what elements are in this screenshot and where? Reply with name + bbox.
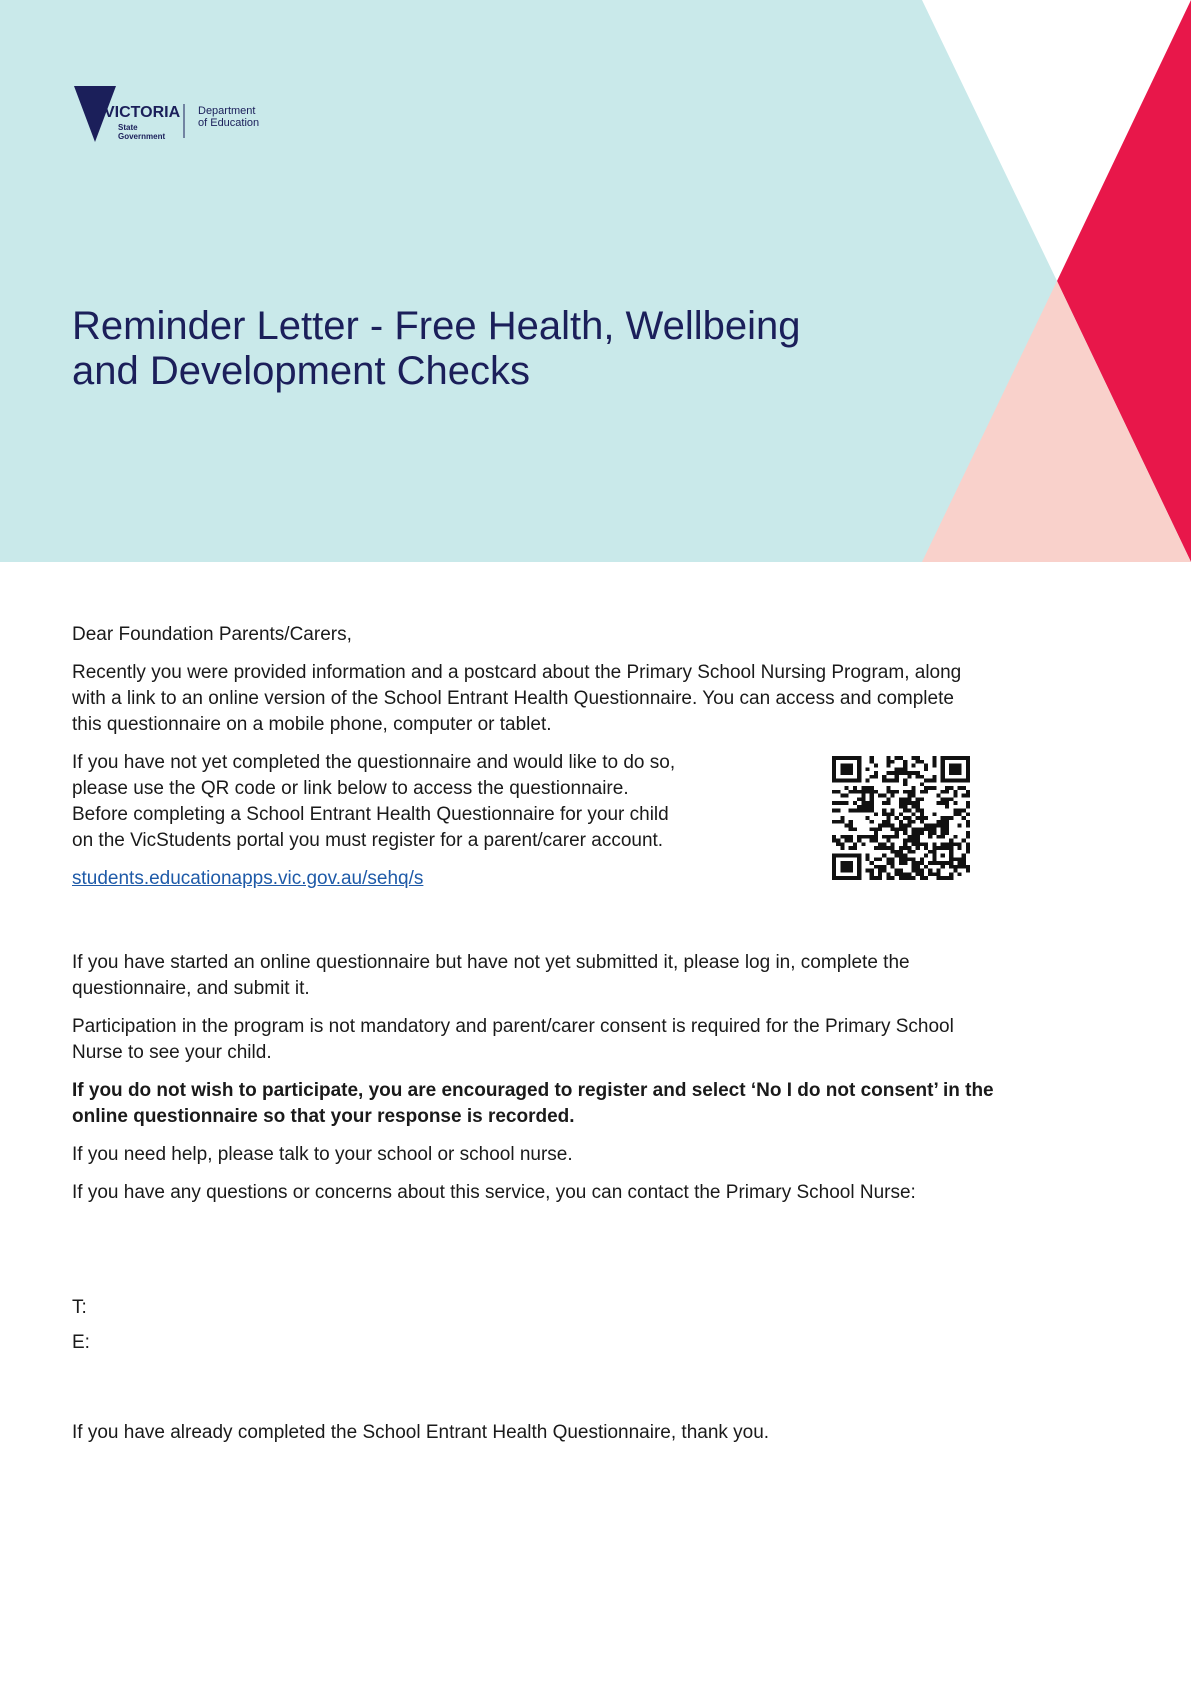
intro-line-1: Recently you were provided information and a postcard about the Primary School Nursing Program, along — [72, 662, 962, 683]
qr-code-icon[interactable] — [832, 756, 970, 880]
intro-line-3: this questionnaire on a mobile phone, computer or tablet. — [72, 714, 552, 735]
greeting: Dear Foundation Parents/Carers, — [72, 624, 352, 645]
started-line-2: questionnaire, and submit it. — [72, 978, 310, 999]
letter-body — [72, 622, 1122, 1206]
logo-sub2-text: Government — [118, 132, 166, 141]
logo-state-text: VICTORIA — [104, 104, 181, 121]
questionnaire-link[interactable]: students.educationapps.vic.gov.au/sehq/s — [72, 868, 424, 889]
participation-line-2: Nurse to see your child. — [72, 1042, 272, 1063]
intro-line-2: with a link to an online version of the School Entrant Health Questionnaire. You can access and complete — [72, 688, 954, 709]
consent-line-2: online questionnaire so that your response is recorded. — [72, 1106, 575, 1127]
title-line-2: and Development Checks — [72, 349, 531, 393]
logo-dept1-text: Department — [198, 105, 256, 117]
participation-line-1: Participation in the program is not mandatory and parent/carer consent is required for the Primary School — [72, 1016, 954, 1037]
consent-line-1: If you do not wish to participate, you are encouraged to register and select ‘No I do not consent’ in the — [72, 1080, 994, 1101]
logo-dept2-text: of Education — [198, 117, 260, 129]
qr-line-4: on the VicStudents portal you must register for a parent/carer account. — [72, 830, 664, 851]
qr-line-2: please use the QR code or link below to access the questionnaire. — [72, 778, 629, 799]
questions-paragraph: If you have any questions or concerns about this service, you can contact the Primary School Nurse: — [72, 1182, 916, 1203]
title-line-1: Reminder Letter - Free Health, Wellbeing — [72, 304, 801, 348]
started-line-1: If you have started an online questionnaire but have not yet submitted it, please log in, complete the — [72, 952, 910, 973]
consent-notice — [72, 1078, 1122, 1130]
telephone-label: T: — [72, 1297, 87, 1318]
page-title — [72, 304, 932, 394]
qr-line-3: Before completing a School Entrant Health Questionnaire for your child — [72, 804, 669, 825]
intro-paragraph — [72, 660, 1122, 738]
logo-sub1-text: State — [118, 123, 138, 132]
qr-section — [72, 750, 1122, 920]
thanks-paragraph: If you have already completed the School Entrant Health Questionnaire, thank you. — [72, 1422, 770, 1443]
header-banner — [0, 0, 1191, 562]
qr-line-1: If you have not yet completed the questionnaire and would like to do so, — [72, 752, 676, 773]
victoria-logo-icon — [72, 84, 272, 144]
contact-details — [72, 1295, 90, 1365]
qr-paragraph — [72, 750, 792, 854]
email-label: E: — [72, 1332, 90, 1353]
started-paragraph — [72, 950, 1122, 1002]
participation-paragraph — [72, 1014, 1122, 1066]
help-paragraph: If you need help, please talk to your school or school nurse. — [72, 1144, 573, 1165]
